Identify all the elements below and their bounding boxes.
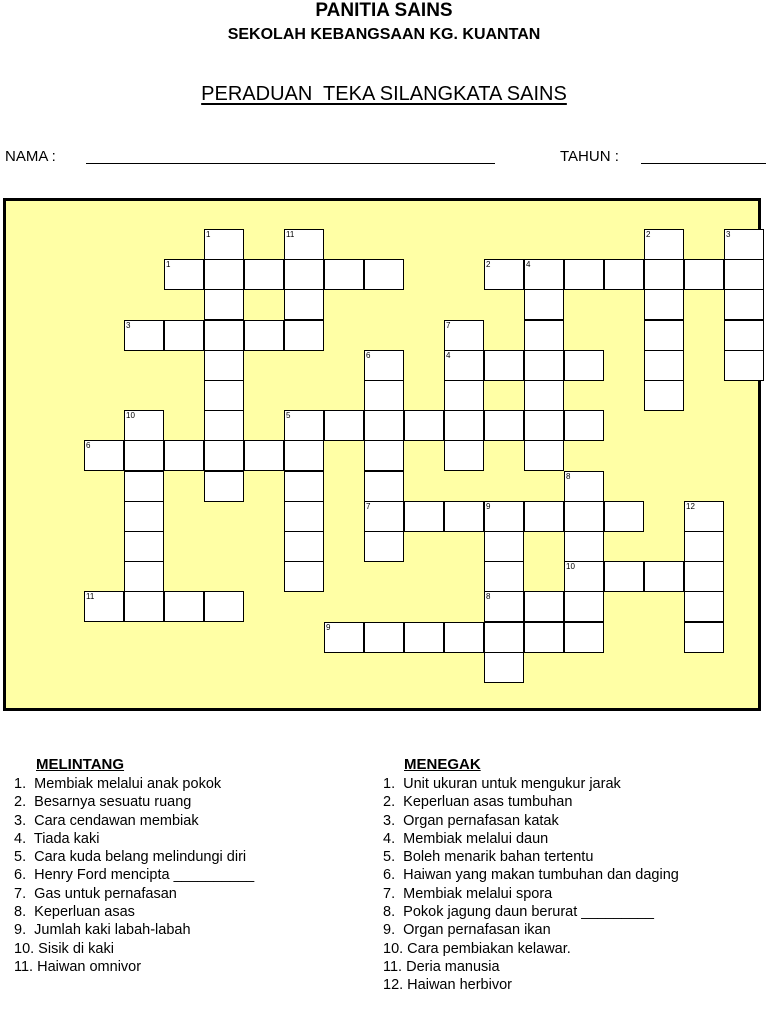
crossword-cell[interactable]: [724, 259, 764, 290]
crossword-cell[interactable]: [364, 622, 404, 653]
clue-number: 3: [126, 320, 131, 330]
crossword-cell[interactable]: [564, 591, 604, 622]
crossword-cell[interactable]: [284, 471, 324, 502]
clue-item: 11. Haiwan omnivor: [14, 958, 142, 975]
clue-number: 8: [566, 471, 571, 481]
crossword-cell[interactable]: [724, 289, 764, 320]
crossword-cell[interactable]: [324, 622, 364, 653]
crossword-cell[interactable]: [444, 320, 484, 351]
clue-item: 11. Deria manusia: [383, 958, 500, 975]
across-heading: MELINTANG: [36, 756, 125, 773]
clue-number: 4: [446, 350, 451, 360]
crossword-cell[interactable]: [364, 259, 404, 290]
clue-item: 4. Membiak melalui daun: [383, 830, 549, 847]
crossword-cell[interactable]: [204, 259, 244, 290]
crossword-cell[interactable]: [164, 440, 204, 471]
crossword-cell[interactable]: [124, 471, 164, 502]
crossword-cell[interactable]: [524, 622, 564, 653]
committee-heading: PANITIA SAINS: [315, 0, 453, 21]
crossword-cell[interactable]: [644, 259, 684, 290]
contest-title-text: PERADUAN TEKA SILANGKATA SAINS: [201, 83, 567, 105]
clue-item: 1. Membiak melalui anak pokok: [14, 776, 222, 792]
contest-title: [0, 83, 768, 106]
crossword-cell[interactable]: [204, 350, 244, 381]
clue-item: 10. Sisik di kaki: [14, 940, 114, 957]
crossword-cell[interactable]: [604, 259, 644, 290]
crossword-cell[interactable]: [284, 440, 324, 471]
crossword-cell[interactable]: [164, 320, 204, 351]
crossword-cell[interactable]: [604, 561, 644, 592]
crossword-cell[interactable]: [484, 350, 524, 381]
crossword-cell[interactable]: [364, 380, 404, 411]
crossword-cell[interactable]: [604, 501, 644, 532]
clue-number: 12: [686, 501, 695, 511]
clue-item: 6. Henry Ford mencipta __________: [14, 867, 255, 884]
crossword-cell[interactable]: [284, 531, 324, 562]
crossword-cell[interactable]: [204, 591, 244, 622]
crossword-cell[interactable]: [444, 622, 484, 653]
clue-number: 6: [366, 350, 371, 360]
school-name: SEKOLAH KEBANGSAAN KG. KUANTAN: [227, 26, 541, 43]
crossword-cell[interactable]: [484, 259, 524, 290]
clue-item: 9. Jumlah kaki labah-labah: [14, 922, 191, 939]
crossword-cell[interactable]: [284, 229, 324, 260]
crossword-cell[interactable]: [204, 320, 244, 351]
crossword-cell[interactable]: [684, 259, 724, 290]
clue-item: 5. Boleh menarik bahan tertentu: [383, 849, 594, 866]
crossword-cell[interactable]: [724, 229, 764, 260]
clue-item: 9. Organ pernafasan ikan: [383, 922, 551, 939]
crossword-cell[interactable]: [444, 350, 484, 381]
crossword-cell[interactable]: [124, 501, 164, 532]
crossword-cell[interactable]: [644, 289, 684, 320]
crossword-cell[interactable]: [724, 320, 764, 351]
down-heading: MENEGAK: [404, 756, 481, 773]
clue-item: 4. Tiada kaki: [14, 830, 100, 847]
down-clue-list: [383, 775, 679, 995]
clue-item: 7. Gas untuk pernafasan: [14, 885, 177, 902]
clue-number: 1: [166, 260, 171, 270]
clue-item: 7. Membiak melalui spora: [383, 885, 553, 902]
crossword-cell[interactable]: [364, 531, 404, 562]
crossword-cell[interactable]: [564, 350, 604, 381]
crossword-cell[interactable]: [644, 229, 684, 260]
crossword-cell[interactable]: [204, 410, 244, 441]
crossword-cell[interactable]: [484, 410, 524, 441]
crossword-cell[interactable]: [564, 531, 604, 562]
clue-number: 10: [566, 562, 575, 572]
crossword-cell[interactable]: [524, 320, 564, 351]
crossword-cell[interactable]: [164, 591, 204, 622]
clue-number: 5: [286, 411, 291, 421]
clue-number: 11: [286, 230, 295, 239]
crossword-cell[interactable]: [124, 320, 164, 351]
clue-item: 2. Keperluan asas tumbuhan: [383, 794, 573, 811]
clue-number: 9: [486, 501, 491, 511]
clue-number: 2: [486, 260, 491, 270]
crossword-cell[interactable]: [204, 471, 244, 502]
crossword-cell[interactable]: [684, 591, 724, 622]
crossword-cell[interactable]: [124, 531, 164, 562]
crossword-cell[interactable]: [684, 622, 724, 653]
clue-number: 2: [646, 230, 651, 239]
crossword-cell[interactable]: [204, 229, 244, 260]
crossword-cell[interactable]: [284, 259, 324, 290]
crossword-cell[interactable]: [244, 320, 284, 351]
clue-item: 3. Organ pernafasan katak: [383, 812, 559, 829]
crossword-cell[interactable]: [364, 410, 404, 441]
crossword-cell[interactable]: [364, 440, 404, 471]
crossword-cell[interactable]: [364, 501, 404, 532]
crossword-cell[interactable]: [204, 289, 244, 320]
crossword-cell[interactable]: [444, 410, 484, 441]
crossword-cell[interactable]: [644, 561, 684, 592]
crossword-cell[interactable]: [684, 501, 724, 532]
clue-item: 12. Haiwan herbivor: [383, 977, 512, 994]
crossword-cell[interactable]: [564, 471, 604, 502]
crossword-cell[interactable]: [204, 440, 244, 471]
crossword-cell[interactable]: [524, 350, 564, 381]
clue-number: 3: [726, 230, 731, 239]
clue-number: 7: [446, 320, 451, 330]
name-field-line[interactable]: [86, 163, 495, 164]
clue-item: 8. Keperluan asas: [14, 904, 135, 921]
crossword-cell[interactable]: [724, 350, 764, 381]
crossword-cell[interactable]: [404, 622, 444, 653]
crossword-cell[interactable]: [124, 591, 164, 622]
crossword-cell[interactable]: [284, 320, 324, 351]
crossword-cell[interactable]: [524, 591, 564, 622]
clue-item: 6. Haiwan yang makan tumbuhan dan daging: [383, 867, 679, 884]
crossword-cell[interactable]: [84, 440, 124, 471]
crossword-cell[interactable]: [124, 410, 164, 441]
crossword-cell[interactable]: [564, 501, 604, 532]
crossword-cell[interactable]: [444, 501, 484, 532]
crossword-cell[interactable]: [484, 591, 524, 622]
clue-item: 1. Unit ukuran untuk mengukur jarak: [383, 776, 621, 792]
crossword-cell[interactable]: [284, 501, 324, 532]
crossword-cell[interactable]: [564, 561, 604, 592]
crossword-cell[interactable]: [644, 320, 684, 351]
crossword-cell[interactable]: [484, 622, 524, 653]
crossword-cell[interactable]: [484, 561, 524, 592]
crossword-cell[interactable]: [564, 622, 604, 653]
clue-number: 7: [366, 501, 371, 511]
year-field-line[interactable]: [641, 163, 766, 164]
clue-number: 4: [526, 260, 531, 270]
crossword-cell[interactable]: [484, 531, 524, 562]
crossword-cell[interactable]: [444, 380, 484, 411]
crossword-cell[interactable]: [524, 501, 564, 532]
crossword-cell[interactable]: [484, 652, 524, 683]
crossword-cell[interactable]: [524, 410, 564, 441]
crossword-cell[interactable]: [524, 380, 564, 411]
crossword-cell[interactable]: [644, 380, 684, 411]
crossword-cell[interactable]: [564, 259, 604, 290]
across-clue-list: [14, 775, 254, 976]
clue-number: 10: [126, 411, 135, 421]
crossword-cell[interactable]: [284, 410, 324, 441]
crossword-cell[interactable]: [484, 501, 524, 532]
crossword-cell[interactable]: [324, 410, 364, 441]
crossword-cell[interactable]: [364, 350, 404, 381]
crossword-cell[interactable]: [124, 561, 164, 592]
crossword-cell[interactable]: [244, 440, 284, 471]
crossword-cell[interactable]: [244, 259, 284, 290]
crossword-cell[interactable]: [84, 591, 124, 622]
clue-item: 2. Besarnya sesuatu ruang: [14, 794, 192, 811]
crossword-cell[interactable]: [684, 531, 724, 562]
clue-number: 1: [206, 230, 211, 239]
crossword-cell[interactable]: [324, 259, 364, 290]
year-label: TAHUN :: [560, 148, 619, 165]
crossword-cell[interactable]: [444, 440, 484, 471]
crossword-cell[interactable]: [124, 440, 164, 471]
clue-item: 8. Pokok jagung daun berurat _________: [383, 904, 654, 921]
crossword-cell[interactable]: [404, 410, 444, 441]
crossword-cell[interactable]: [524, 440, 564, 471]
crossword-cell[interactable]: [524, 289, 564, 320]
clue-item: 10. Cara pembiakan kelawar.: [383, 940, 571, 957]
crossword-cell[interactable]: [564, 410, 604, 441]
crossword-cell[interactable]: [684, 561, 724, 592]
clue-number: 6: [86, 441, 91, 451]
clue-item: 5. Cara kuda belang melindungi diri: [14, 849, 247, 866]
crossword-cell[interactable]: [524, 259, 564, 290]
clue-number: 11: [86, 592, 95, 602]
crossword-cell[interactable]: [644, 350, 684, 381]
name-label: NAMA :: [5, 148, 56, 165]
crossword-cell[interactable]: [164, 259, 204, 290]
clue-number: 8: [486, 592, 491, 602]
clue-number: 9: [326, 622, 331, 632]
crossword-cell[interactable]: [204, 380, 244, 411]
crossword-cell[interactable]: [284, 289, 324, 320]
crossword-cell[interactable]: [284, 561, 324, 592]
clue-item: 3. Cara cendawan membiak: [14, 812, 199, 829]
crossword-cell[interactable]: [404, 501, 444, 532]
crossword-cell[interactable]: [364, 471, 404, 502]
crossword-board: [3, 198, 761, 711]
